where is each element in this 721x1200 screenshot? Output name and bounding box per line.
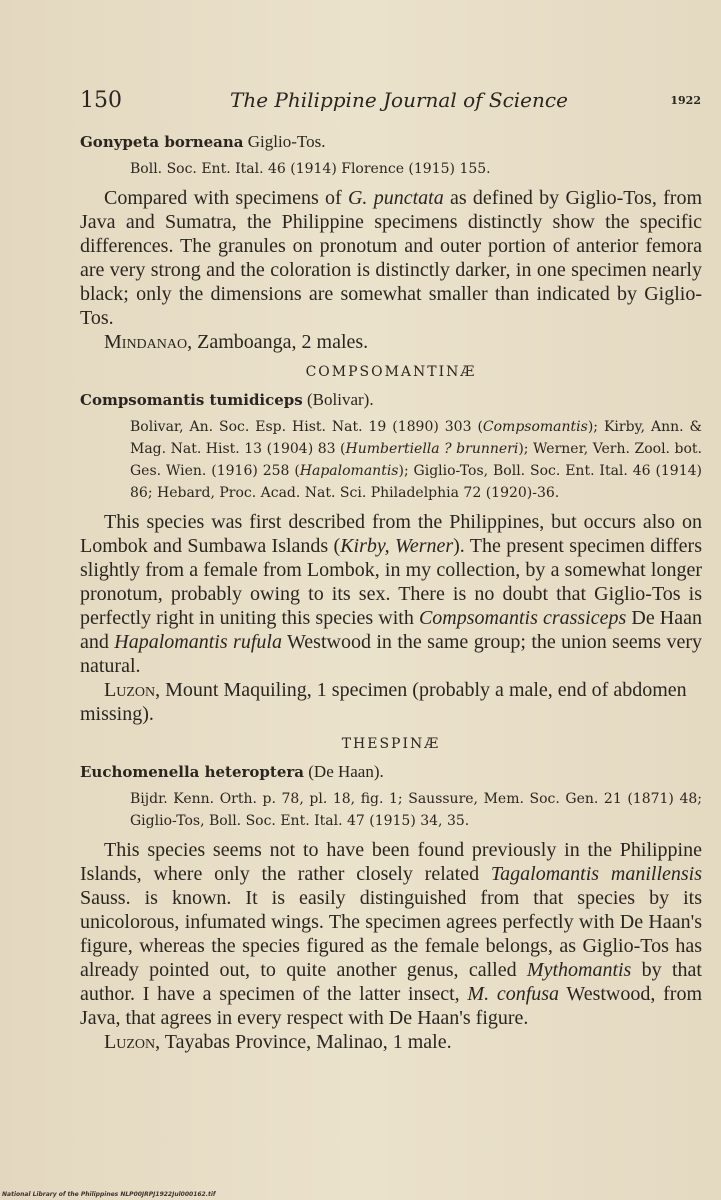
references: Boll. Soc. Ent. Ital. 46 (1914) Florence (1915) 155. [130,161,491,177]
section-heading: COMPSOMANTINÆ [305,364,477,380]
locality-line: Luzon, Mount Maquiling, 1 specimen (probably a male, end of abdomen missing). [80,679,687,725]
species-heading: Compsomantis tumidiceps (Bolivar). [80,390,374,409]
locality-line: Luzon, Tayabas Province, Malinao, 1 male. [104,1031,452,1053]
page-content [80,132,702,1054]
journal-year: 1922 [670,94,701,107]
references: Bolivar, An. Soc. Esp. Hist. Nat. 19 (1890) 303 (Compsomantis); Kirby, Ann. & Mag. Nat. Hist. 13 (1904) 83 (Humbertiella ? brunneri); Werner, Verh. Zool. bot. Ges. Wien. (1916) 258 (Hapalomantis); Giglio-Tos, Boll. Soc. Ent. Ital. 46 (1914) 86; Hebard, Proc. Acad. Nat. Sci. Philadelphia 72 (1920)-36. [130,419,702,501]
journal-title: The Philippine Journal of Science [230,88,568,112]
species-heading: Euchomenella heteroptera (De Haan). [80,762,384,781]
page-number: 150 [80,88,122,113]
running-header [80,88,701,118]
paragraph: This species was first described from the Philippines, but occurs also on Lombok and Sumbawa Islands (Kirby, Werner). The present specimen differs slightly from a female from Lombok, in my collection, by a somewhat longer pronotum, probably owing to its sex. There is no doubt that Giglio-Tos is perfectly right in uniting this species with Compsomantis crassiceps De Haan and Hapalomantis rufula Westwood in the same group; the union seems very natural. [80,511,702,677]
paragraph: Compared with specimens of G. punctata as defined by Giglio-Tos, from Java and Sumatra, the Philippine specimens distinctly show the specific differences. The granules on pronotum and outer portion of anterior femora are very strong and the coloration is distinctly darker, in one specimen nearly black; only the dimensions are somewhat smaller than indicated by Giglio-Tos. [80,187,703,329]
references: Bijdr. Kenn. Orth. p. 78, pl. 18, fig. 1; Saussure, Mem. Soc. Gen. 21 (1871) 48; Giglio-Tos, Boll. Soc. Ent. Ital. 47 (1915) 34, 35. [130,791,702,829]
section-heading: THESPINÆ [341,736,441,752]
locality-line: Mindanao, Zamboanga, 2 males. [104,331,369,353]
scan-footer: National Library of the Philippines NLP00JRPJ1922Jul000162.tif [2,1191,216,1198]
species-heading: Gonypeta borneana Giglio-Tos. [80,132,326,151]
paragraph: This species seems not to have been found previously in the Philippine Islands, where only the rather closely related Tagalomantis manillensis Sauss. is known. It is easily distinguished from that species by its unicolorous, infumated wings. The specimen agrees perfectly with De Haan's figure, whereas the species figured as the female belongs, as Giglio-Tos has already pointed out, to quite another genus, called Mythomantis by that author. I have a specimen of the latter insect, M. confusa Westwood, from Java, that agrees in every respect with De Haan's figure. [80,839,703,1029]
